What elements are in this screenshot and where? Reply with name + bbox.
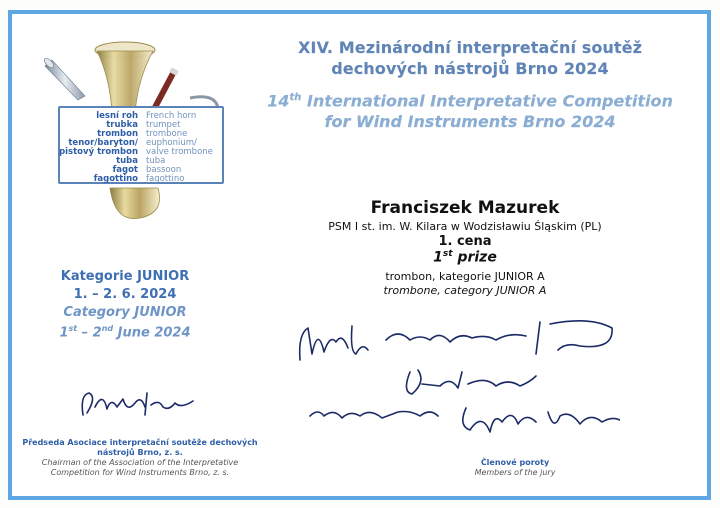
title-en — [230, 87, 710, 132]
category-en-title: Category JUNIOR — [63, 305, 187, 320]
title-en-line1 — [230, 87, 710, 111]
jury-signatures — [290, 312, 620, 452]
legend-en: trumpet — [146, 120, 181, 130]
jury-caption-en: Members of the jury — [474, 468, 556, 477]
title-en-rest: International Interpretative Competition — [301, 91, 673, 111]
legend-row — [60, 174, 222, 184]
prize-number: 1 — [433, 249, 443, 266]
instrument-cz: trombon, kategorie JUNIOR A — [385, 270, 545, 283]
legend-en: euphonium/ — [146, 138, 197, 148]
category-en-dates — [40, 320, 210, 342]
legend-en: trombone — [146, 129, 188, 139]
jury-caption-cz: Členové poroty — [480, 458, 550, 467]
chairman-caption-en — [20, 458, 260, 478]
date-day1-suffix: st — [68, 324, 78, 333]
title-en-line2: for Wind Instruments Brno 2024 — [324, 112, 616, 132]
date-tail: June 2024 — [113, 325, 191, 341]
date-day1: 1 — [59, 325, 69, 341]
laureate-school: PSM I st. im. W. Kilara w Wodzisławiu Śląskim (PL) — [328, 220, 602, 233]
chairman-signature — [75, 385, 205, 425]
chairman-en-line2: Competition for Wind Instruments Brno, z. s. — [50, 468, 230, 477]
legend-en: fagottino — [146, 174, 185, 184]
legend-cz: trubka — [106, 120, 138, 130]
chairman-cz-line1: Předseda Asociace interpretační soutěže dechových — [22, 438, 258, 447]
prize-word: prize — [452, 249, 497, 266]
legend-cz: fagot — [112, 165, 138, 175]
legend-en: tuba — [146, 156, 166, 166]
legend-cz: tenor/baryton/ — [68, 138, 138, 148]
date-mid: – 2 — [77, 325, 102, 341]
title-cz-line2: dechových nástrojů Brno 2024 — [331, 59, 609, 78]
award-cz: 1. cena — [438, 234, 492, 249]
chairman-en-line1: Chairman of the Association of the Interpretative — [41, 458, 239, 467]
date-day2-suffix: nd — [101, 324, 114, 333]
title-cz-line1: XIV. Mezinárodní interpretační soutěž — [297, 38, 643, 57]
instrument-en: trombone, category JUNIOR A — [383, 284, 547, 297]
legend-en: bassoon — [146, 165, 182, 175]
prize-suffix: st — [442, 249, 453, 259]
laureate-name: Franciszek Mazurek — [370, 198, 560, 218]
chairman-caption-cz — [20, 438, 260, 458]
legend-cz: trombon — [97, 129, 138, 139]
legend-cz: pistový trombon — [59, 147, 138, 157]
title-en-suffix: th — [289, 92, 302, 103]
legend-cz: fagottino — [93, 174, 138, 184]
legend-cz: tuba — [116, 156, 138, 166]
legend-en: French horn — [146, 111, 197, 121]
title-cz — [240, 37, 700, 79]
legend-cz: lesní roh — [96, 111, 138, 121]
instrument-legend — [58, 106, 224, 184]
jury-caption — [440, 458, 590, 478]
award-en — [230, 249, 700, 266]
title-en-number: 14 — [267, 91, 290, 111]
chairman-cz-line2: nástrojů Brno, z. s. — [97, 448, 183, 457]
category-cz-title: Kategorie JUNIOR — [60, 269, 190, 284]
legend-en: valve trombone — [146, 147, 213, 157]
category-cz-dates: 1. – 2. 6. 2024 — [73, 287, 177, 302]
